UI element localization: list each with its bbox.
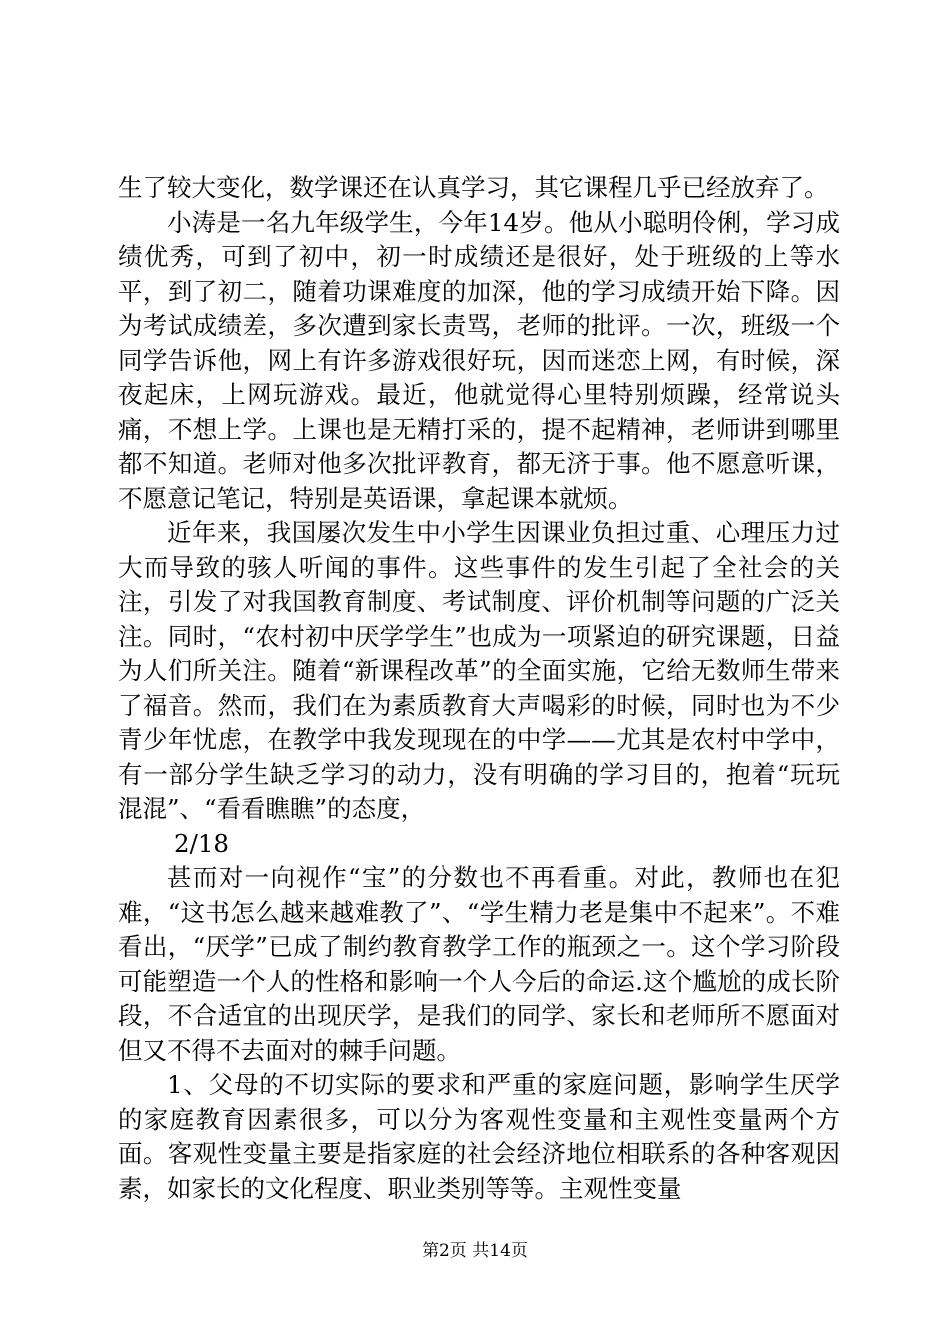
body-text bbox=[118, 171, 840, 1206]
paragraph-family-factors: 1、父母的不切实际的要求和严重的家庭问题，影响学生厌学的家庭教育因素很多，可以分为客观性变量和主观性变量两个方面。客观性变量主要是指家庭的社会经济地位相联系的各种客观因素，如家长的文化程度、职业类别等等。主观性变量 bbox=[118, 1070, 840, 1203]
paragraph-case-xiaotao: 小涛是一名九年级学生，今年14岁。他从小聪明伶俐，学习成绩优秀，可到了初中，初一时成绩还是很好，处于班级的上等水平，到了初二，随着功课难度的加深，他的学习成绩开始下降。因为考试成绩差，多次遭到家长责骂，老师的批评。一次，班级一个同学告诉他，网上有许多游戏很好玩，因而迷恋上网，有时候，深夜起床，上网玩游戏。最近，他就觉得心里特别烦躁，经常说头痛，不想上学。上课也是无精打采的，提不起精神，老师讲到哪里都不知道。老师对他多次批评教育，都无济于事。他不愿意听课，不愿意记笔记，特别是英语课，拿起课本就烦。 bbox=[118, 207, 840, 513]
page-marker: 2/18 bbox=[174, 828, 230, 858]
paragraph-background: 近年来，我国屡次发生中小学生因课业负担过重、心理压力过大而导致的骇人听闻的事件。这些事件的发生引起了全社会的关注，引发了对我国教育制度、考试制度、评价机制等问题的广泛关注。同时，“农村初中厌学学生”也成为一项紧迫的研究课题，日益为人们所关注。随着“新课程改革”的全面实施，它给无数师生带来了福音。然而，我们在为素质教育大声喝彩的时候，同时也为不少青少年忧虑，在教学中我发现现在的中学——尤其是农村中学中，有一部分学生缺乏学习的动力，没有明确的学习目的，抱着“玩玩混混”、“看看瞧瞧”的态度， bbox=[118, 518, 840, 823]
paragraph-continued: 生了较大变化，数学课还在认真学习，其它课程几乎已经放弃了。 bbox=[118, 173, 829, 202]
page-footer: 第2页 共14页 bbox=[422, 1241, 528, 1261]
paragraph-teachers: 甚而对一向视作“宝”的分数也不再看重。对此，教师也在犯难，“这书怎么越来越难教了”、“学生精力老是集中不起来”。不难看出，“厌学”已成了制约教育教学工作的瓶颈之一。这个学习阶段可能塑造一个人的性格和影响一个人今后的命运.这个尴尬的成长阶段，不合适宜的出现厌学，是我们的同学、家长和老师所不愿面对但又不得不去面对的棘手问题。 bbox=[118, 863, 840, 1065]
